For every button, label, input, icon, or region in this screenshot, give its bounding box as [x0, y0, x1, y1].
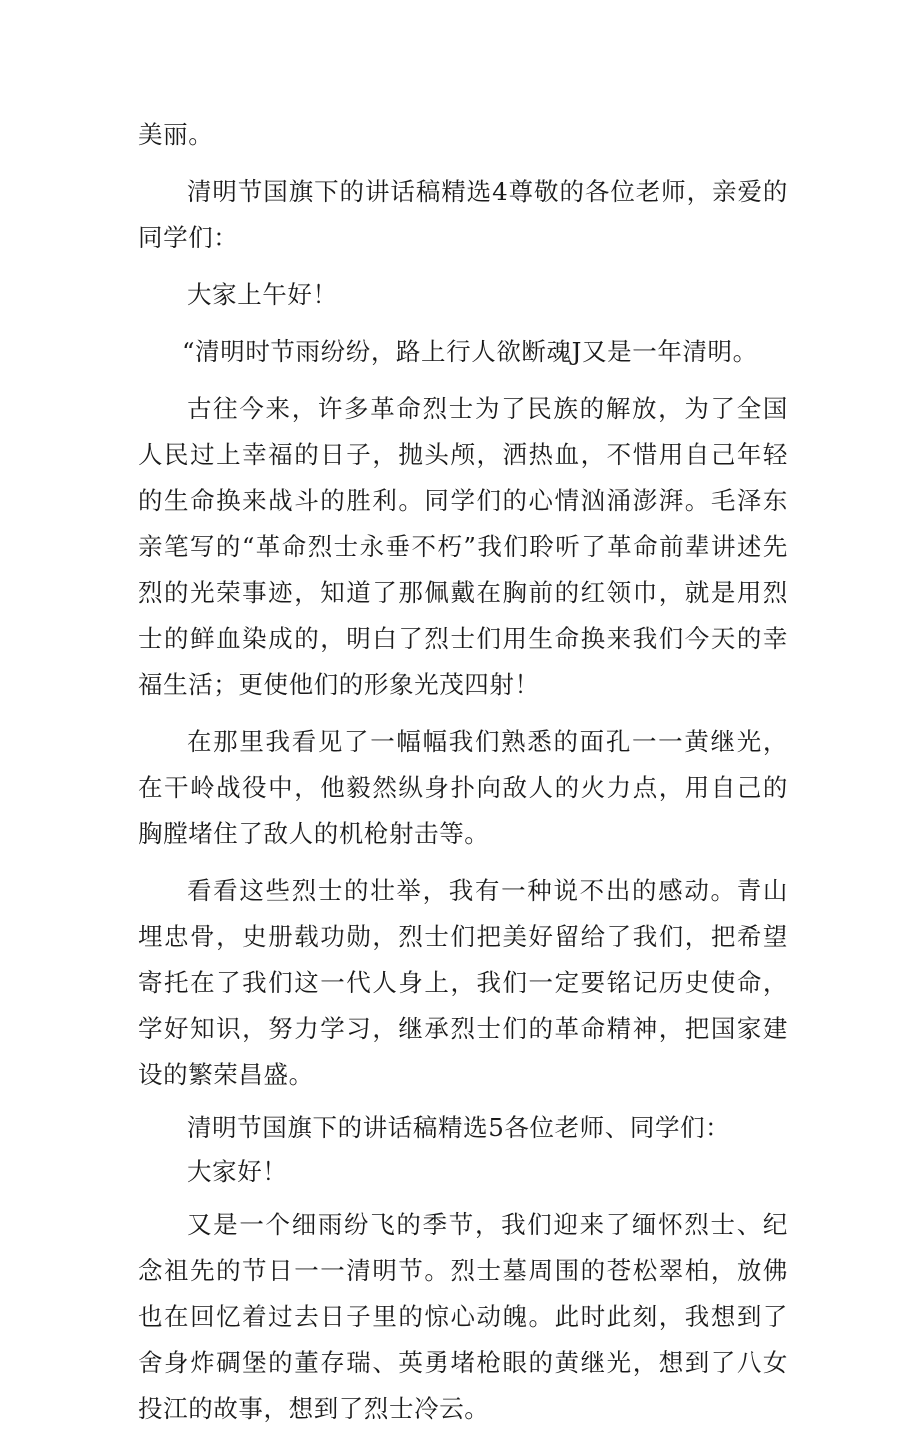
paragraph-feelings: 看看这些烈士的壮举，我有一种说不出的感动。青山埋忠骨，史册载功勋，烈士们把美好留给了我们，把希望寄托在了我们这一代人身上，我们一定要铭记历史使命，学好知识，努力学习，继承烈士们的革命精神，把国家建设的繁荣昌盛。: [138, 876, 788, 1089]
paragraph-speech-4-heading: 清明节国旗下的讲话稿精选4尊敬的各位老师，亲爱的同学们：: [138, 177, 788, 252]
paragraph-greeting: 大家好！: [187, 1157, 288, 1186]
document-body: [138, 112, 788, 1432]
paragraph-martyrs-history: 古往今来，许多革命烈士为了民族的解放，为了全国人民过上幸福的日子，抛头颅，洒热血，不惜用自己年轻的生命换来战斗的胜利。同学们的心情汹涌澎湃。毛泽东亲笔写的“革命烈士永垂不朽”我们聆听了革命前辈讲述先烈的光荣事迹，知道了那佩戴在胸前的红领巾，就是用烈士的鲜血染成的，明白了烈士们用生命换来我们今天的幸福生活；更使他们的形象光茂四射！: [138, 394, 788, 699]
paragraph-qingming-festival: 又是一个细雨纷飞的季节，我们迎来了缅怀烈士、纪念祖先的节日一一清明节。烈士墓周围的苍松翠柏，放佛也在回忆着过去日子里的惊心动魄。此时此刻，我想到了舍身炸碉堡的董存瑞、英勇堵枪眼的黄继光，想到了八女投江的故事，想到了烈士冷云。: [138, 1210, 788, 1423]
paragraph-poem-quote: “清明时节雨纷纷，路上行人欲断魂J又是一年清明。: [182, 337, 758, 366]
paragraph-continuation: 美丽。: [138, 120, 214, 149]
paragraph-speech-5-heading: 清明节国旗下的讲话稿精选5各位老师、同学们：: [187, 1113, 731, 1142]
paragraph-greeting-morning: 大家上午好！: [187, 280, 338, 309]
paragraph-huang-jiguang: 在那里我看见了一幅幅我们熟悉的面孔一一黄继光，在干岭战役中，他毅然纵身扑向敌人的火力点，用自己的胸膛堵住了敌人的机枪射击等。: [138, 727, 788, 848]
